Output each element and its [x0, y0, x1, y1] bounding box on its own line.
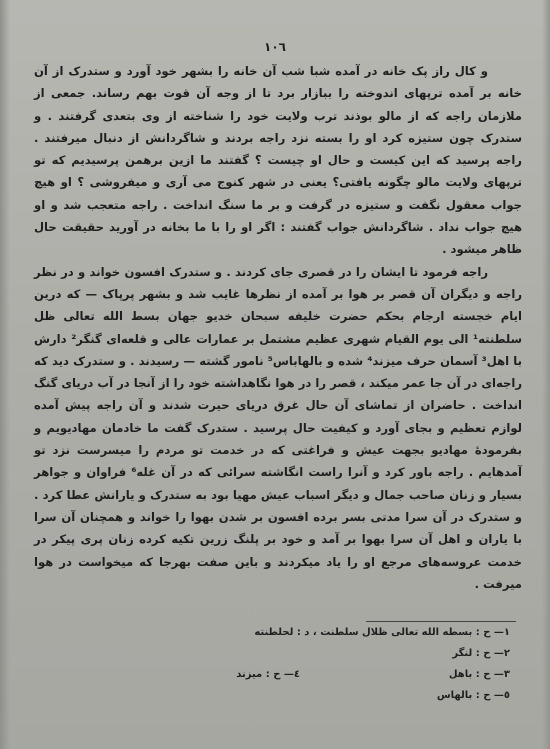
footnote-row	[30, 643, 510, 664]
scan-shadow-left	[0, 0, 10, 749]
paragraph-2: راجه فرمود تا ایشان را در قصری جای کردند . و ستدرک افسون خواند و در نظر راجه و دیگران آن قصر بر هوا بر آمده از نظرها غایب شد و بشهر پرپاک — که درین ایام خجسته ارجام بحکم حضرت خلیفه سبحان خدیو جهان بسط الله تعالی ظل سلطنته¹ الی یوم القیام شهری عظیم مشتمل بر عمارات عالی و قلعه‌ای گنگر² دارش با اهل³ آسمان حرف میزند⁴ شده و بالهاباس⁵ نامور گشته — رسیدند . و ستدرک دید که راجه‌ای در آن جا عمر میکند ، قصر را در هوا نگاهداشته خود را از آنجا در آب دریای گنگ انداخت . حاضران از تماشای آن حال غرق دریای حیرت شدند و آن راجه پیش آمده لوازم تعظیم و بجای آورد و کیفیت حال پرسید . ستدرک گفت ما خادمان مهادیویم و بفرمودهٔ مهادیو بجهت عیش و فراغتی که در خدمت تو مردم را میسرست نزد تو آمدهایم . راجه باور کرد و آنرا راست انگاشته سرائی که در آن غله⁶ فراوان و جواهر بسیار و زنان صاحب جمال و دیگر اسباب عیش مهیا بود به ستدرک و یارانش عطا کرد . و ستدرک در آن سرا مدتی بسر برده افسون بر شدن بهوا را خواند و همچنان آن سرا با یاران و اهل آن سرا بهوا بر آمد و خود بر پلنگ زرین تکیه کرده زنان پری پیکر در خدمت عروسه‌های مرجع او را یاد میکردند و باین صفت بهرجا که میخواست در هوا میرفت .	[34, 264, 523, 591]
paragraph-1: و کال راز پک خانه در آمده شبا شب آن خانه را بشهر خود آورد و ستدرک از آن خانه بر آمده ترپهای اندوخته را ببازار برد تا از وجه آن قوت بهم رساند. جمعی از ملازمان راجه که از مالو بوذند ترب ولایت خود را شناخته از وی بتعدی گرفتند . و ستدرک چون ستیزه کرد او را بسته نزد راجه بردند و شاگردانش از دنبال میرفتند . راجه پرسید که این کیست و حال او چیست ؟ گفتند ما ازین برهمن پرسیدیم که تو ترپهای ولایت مالو چگونه یافتی؟ یعنی در شهر کنوج می آری و میفروشی ؟ او هیچ جواب معقول نگفت و ستیزه در گرفت و بر ما سنگ انداخت . راجه متعجب شد و او هیچ جواب نداد . شاگردانش جواب گفتند : اگر او را با ما بخانه در آورید حقیقت حال ظاهر میشود .	[34, 64, 522, 257]
footnote-row	[30, 622, 510, 643]
footnote-row	[30, 685, 510, 706]
page-number: ١٠٦	[264, 40, 286, 54]
footnote-row	[30, 664, 510, 685]
footnote-5: ٥— ح : بالهاس	[436, 690, 510, 701]
footnote-1: ١— ح : بسطه الله تعالی ظلال سلطنت ، د : لحلطنته	[254, 627, 510, 638]
footnote-3: ٣— ح : باهل	[448, 669, 510, 680]
main-text	[34, 60, 522, 595]
footnote-2: ٢— ح : لنگر	[452, 648, 510, 659]
footnote-4: ٤— ح : میزند	[236, 669, 300, 680]
footnotes	[30, 622, 510, 706]
scan-shadow-right	[542, 0, 550, 749]
